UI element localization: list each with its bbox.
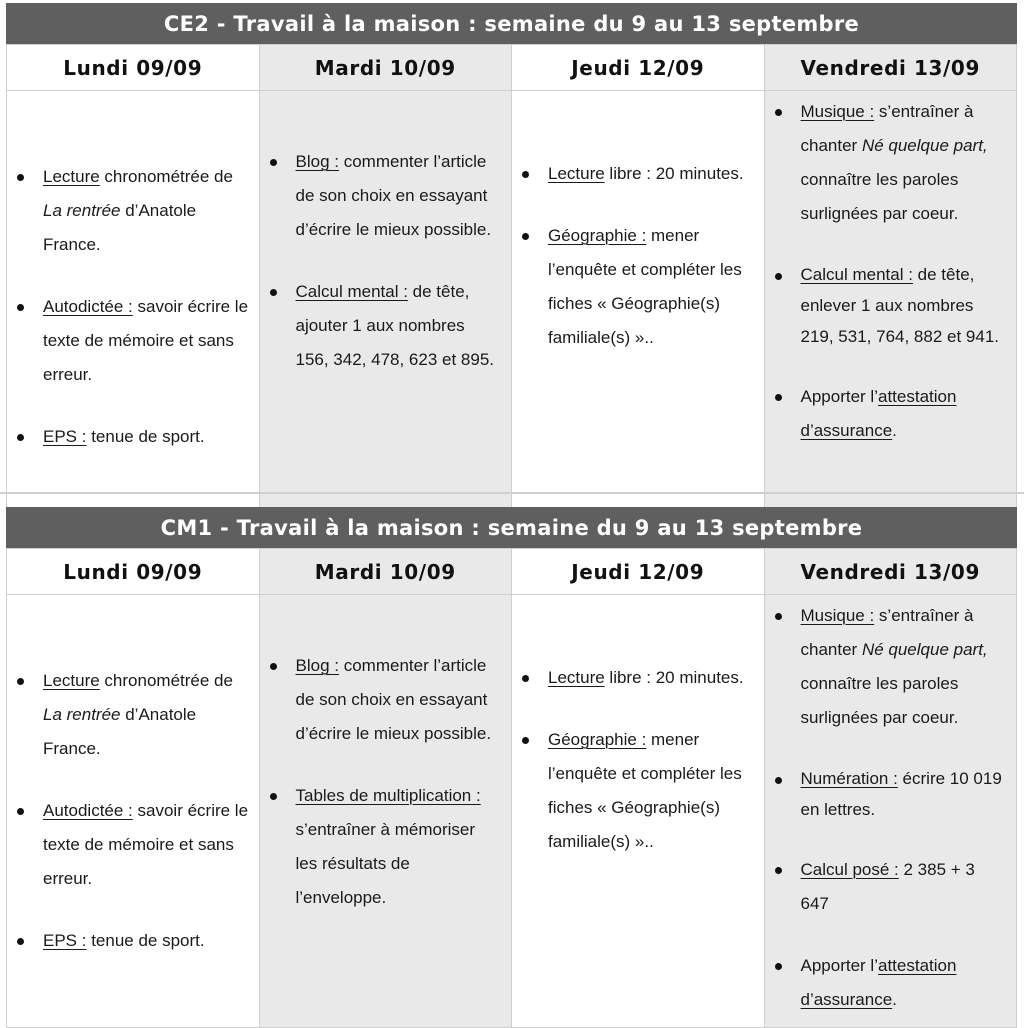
tasks-mardi — [259, 595, 512, 1028]
list-item — [773, 949, 1007, 1017]
subject-label: Blog : — [295, 152, 339, 171]
list-item — [268, 275, 502, 377]
task-text: écrire 10 019 en lettres. — [800, 769, 1002, 819]
list-item — [773, 95, 1007, 231]
list-item — [520, 157, 754, 191]
tasks-row — [7, 595, 1017, 1028]
task-text: commenter l’article de son choix en essayant d’écrire le mieux possible. — [295, 152, 492, 239]
list-item — [520, 219, 754, 355]
list-item — [773, 259, 1007, 352]
sheet-title: CE2 - Travail à la maison : semaine du 9 au 13 septembre — [6, 3, 1017, 44]
task-text: libre : 20 minutes. — [604, 668, 744, 687]
subject-label: Calcul mental : — [800, 265, 913, 284]
day-header-jeudi: Jeudi 12/09 — [512, 549, 765, 595]
subject-label: Lecture — [548, 164, 605, 183]
schedule-table — [6, 44, 1017, 524]
day-header-vendredi: Vendredi 13/09 — [764, 45, 1017, 91]
song-title: Né quelque part, — [861, 136, 988, 155]
task-text: chronométrée de — [99, 671, 233, 690]
subject-label: Blog : — [295, 656, 339, 675]
task-text: chronométrée de — [99, 167, 233, 186]
tasks-row — [7, 91, 1017, 524]
subject-label: Lecture — [548, 668, 605, 687]
subject-label: EPS : — [43, 427, 87, 446]
tasks-lundi — [7, 91, 260, 524]
list-item — [773, 599, 1007, 735]
subject-label: Autodictée : — [43, 801, 133, 820]
task-text: . — [892, 421, 897, 440]
task-text: savoir écrire le texte de mémoire et sans erreur. — [43, 297, 249, 384]
task-text: de tête, ajouter 1 aux nombres 156, 342, 478, 623 et 895. — [295, 282, 495, 369]
subject-label: Tables de multiplication : — [295, 786, 481, 805]
tasks-mardi — [259, 91, 512, 524]
tasks-vendredi — [764, 91, 1017, 524]
subject-label: Lecture — [43, 167, 100, 186]
list-item — [520, 723, 754, 859]
list-item — [268, 649, 502, 751]
song-title: Né quelque part, — [861, 640, 988, 659]
subject-label: Calcul posé : — [800, 860, 899, 879]
day-header-row — [7, 45, 1017, 91]
task-text: connaître les paroles surlignées par coeur. — [800, 170, 959, 223]
tasks-lundi — [7, 595, 260, 1028]
list-item — [268, 779, 502, 915]
task-text: tenue de sport. — [86, 931, 205, 950]
day-header-lundi: Lundi 09/09 — [7, 45, 260, 91]
list-item — [15, 794, 249, 896]
task-text: s’entraîner à mémoriser les résultats de l’enveloppe. — [295, 820, 476, 907]
day-header-vendredi: Vendredi 13/09 — [764, 549, 1017, 595]
subject-label: EPS : — [43, 931, 87, 950]
task-text: Apporter l’ — [800, 956, 878, 975]
subject-label: Calcul mental : — [295, 282, 408, 301]
day-header-lundi: Lundi 09/09 — [7, 549, 260, 595]
list-item — [15, 290, 249, 392]
day-header-mardi: Mardi 10/09 — [259, 45, 512, 91]
list-item — [15, 160, 249, 262]
subject-label: Numération : — [800, 769, 898, 788]
task-text: s’entraîner à chanter — [800, 102, 974, 155]
day-header-jeudi: Jeudi 12/09 — [512, 45, 765, 91]
book-title: La rentrée — [43, 705, 121, 724]
task-text: de tête, enlever 1 aux nombres 219, 531, 764, 882 et 941. — [800, 265, 1000, 346]
tasks-vendredi — [764, 595, 1017, 1028]
list-item — [520, 661, 754, 695]
day-header-row — [7, 549, 1017, 595]
subject-label: Musique : — [800, 102, 875, 121]
task-text: commenter l’article de son choix en essayant d’écrire le mieux possible. — [295, 656, 492, 743]
document-link: attestation d’assurance — [800, 387, 957, 440]
task-text: s’entraîner à chanter — [800, 606, 974, 659]
sheet-divider — [0, 492, 1024, 494]
sheet-title: CM1 - Travail à la maison : semaine du 9 au 13 septembre — [6, 507, 1017, 548]
subject-label: Géographie : — [548, 730, 647, 749]
list-item — [773, 853, 1007, 921]
task-text: tenue de sport. — [86, 427, 205, 446]
task-text: . — [892, 990, 897, 1009]
task-text: 2 385 + 3 647 — [800, 860, 975, 913]
list-item — [773, 763, 1007, 825]
subject-label: Musique : — [800, 606, 875, 625]
list-item — [15, 924, 249, 958]
book-title: La rentrée — [43, 201, 121, 220]
task-text: Apporter l’ — [800, 387, 878, 406]
list-item — [15, 664, 249, 766]
subject-label: Autodictée : — [43, 297, 133, 316]
subject-label: Lecture — [43, 671, 100, 690]
list-item — [773, 380, 1007, 448]
day-header-mardi: Mardi 10/09 — [259, 549, 512, 595]
homework-sheet-ce2 — [6, 3, 1017, 524]
tasks-jeudi — [512, 595, 765, 1028]
task-text: savoir écrire le texte de mémoire et sans erreur. — [43, 801, 249, 888]
task-text: mener l’enquête et compléter les fiches « Géographie(s) familiale(s) ».. — [548, 730, 742, 851]
task-text: libre : 20 minutes. — [604, 164, 744, 183]
list-item — [15, 420, 249, 454]
homework-sheet-cm1 — [6, 507, 1017, 1028]
document-link: attestation d’assurance — [800, 956, 957, 1009]
task-text: d’Anatole France. — [43, 201, 197, 254]
tasks-jeudi — [512, 91, 765, 524]
task-text: connaître les paroles surlignées par coeur. — [800, 674, 959, 727]
schedule-table — [6, 548, 1017, 1028]
task-text: d’Anatole France. — [43, 705, 197, 758]
task-text: mener l’enquête et compléter les fiches « Géographie(s) familiale(s) ».. — [548, 226, 742, 347]
list-item — [268, 145, 502, 247]
subject-label: Géographie : — [548, 226, 647, 245]
